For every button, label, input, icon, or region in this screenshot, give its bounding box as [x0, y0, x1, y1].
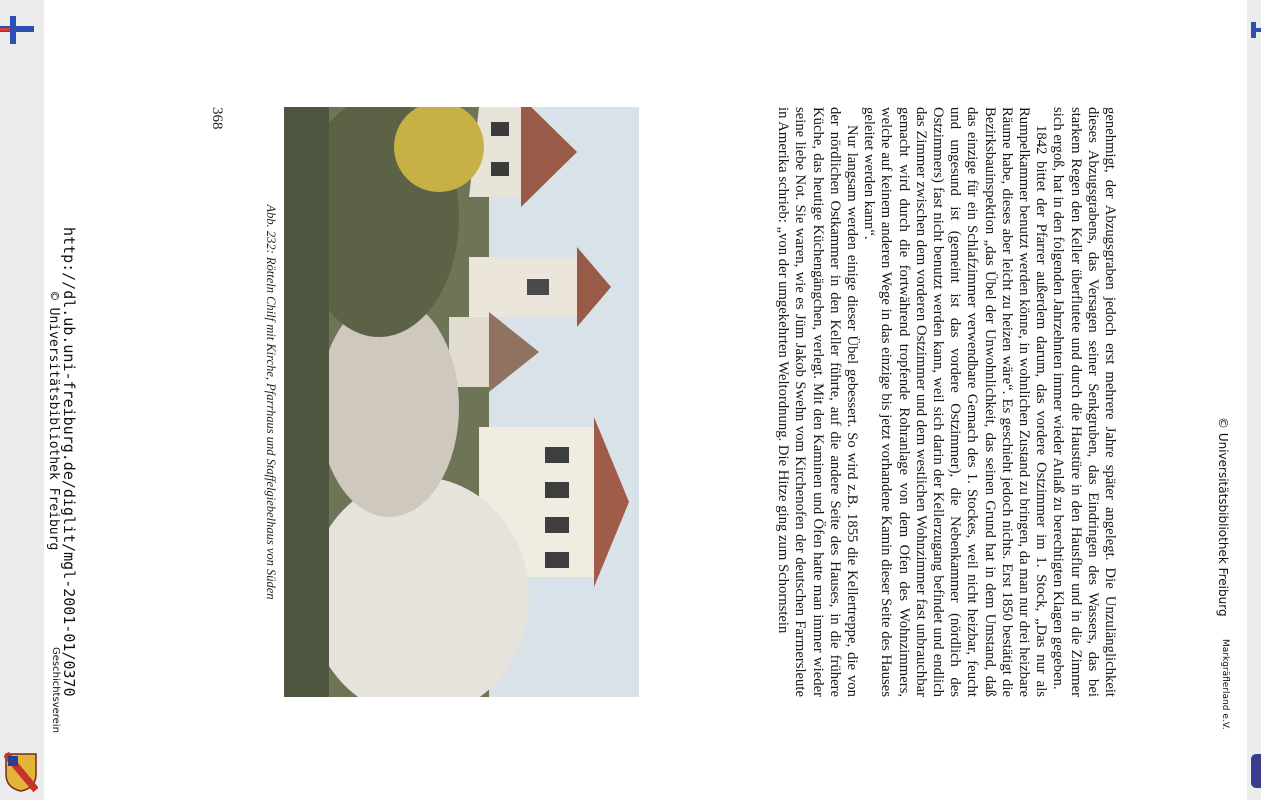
left-margin-strip — [0, 0, 44, 800]
watermark-library: © Universitätsbibliothek Freiburg — [1216, 417, 1230, 617]
photo-illustration — [284, 107, 639, 697]
scanned-page — [46, 7, 1230, 792]
right-margin-strip — [1247, 0, 1261, 800]
paragraph-1: genehmigt, der Abzugsgraben jedoch erst mehrere Jahre später angelegt. Die Unzulänglichkeit dieses Abzugsgrabens, das Versagen seiner Senkgruben, das Eindringen des Wassers, das bei starkem Regen den Keller überflutete und durch die Haustüre in den Hausflur und in die Zimmer sich ergoß, hat in den folgenden Jahrzehnten immer wieder Anlaß zu berechtigten Klagen gegeben. — [1050, 107, 1118, 697]
permalink[interactable]: http://dl.ub.uni-freiburg.de/diglit/mgl-2001-01/0370 — [60, 227, 78, 697]
coat-of-arms-icon — [4, 752, 38, 792]
watermark-verein: Markgräflerland e.V. — [1220, 639, 1230, 730]
photo-village-church — [284, 107, 639, 697]
paragraph-2: 1842 bittet der Pfarrer außerdem darum, das vordere Ostzimmer im 1. Stock, „Das nur als Rumpelkammer benutzt werden könne, in wohnlichen Zustand zu bringen, da man nur drei heizbare Räume habe, dieses aber leicht zu heizen wäre“. Es geschieht jedoch nichts. Erst 1850 bestätigt die Bezirksbauinspektion „das Übel der Unwohnlichkeit, das seinen Grund hat in dem Umstand, daß das einzige für ein Schlafzimmer verwendbare Gemach des 1. Stockes, weil nicht heizbar, feucht und ungesund ist (gemeint ist das vordere Ostzimmer), die Nebenkammer (nördlich des Ostzimmers) fast nicht benutzt werden kann, weil sich darin der Kellerzugang befindet und endlich das Zimmer zwischen dem vorderen Ostzimmer und dem westlichen Wohnzimmer fast unbrauchbar gemacht wird durch die fortwährend tropfende Rohranlage von dem Ofen des Wohnzimmers, welche auf keinem anderen Wege in das einzige bis jetzt vorhandene Kamin dieser Seite des Hauses geleitet werden kann“. — [861, 107, 1050, 697]
coat-of-arms-icon — [1251, 754, 1261, 788]
verein-label: Geschichtsverein — [50, 647, 61, 733]
viewer-toolbar-icon[interactable] — [1249, 18, 1261, 42]
viewer-toolbar-icon[interactable] — [0, 14, 34, 48]
body-text — [774, 107, 1118, 697]
top-watermark — [1216, 7, 1230, 792]
copyright-notice: © Universitätsbibliothek Freiburg — [46, 292, 61, 551]
figure-caption: Abb. 232: Rötteln Chilf mit Kirche, Pfarrhaus und Staffelgiebelhaus von Süden — [264, 204, 278, 600]
page-number: 368 — [209, 107, 225, 130]
paragraph-3: Nur langsam werden einige dieser Übel gebessert. So wird z.B. 1855 die Kellertreppe, die von der nördlichen Ostkammer in den Keller führte, auf die andere Seite des Hauses, in die frühere Küche, das heutige Küchengängchen, verlegt. Mit den Kaminen und Öfen hatte man immer wieder seine liebe Not. Sie waren, wie es Jüm Jakob Swehn vom Kirchenofen der deutschen Farmersleute in Amerika schrieb: „von der umgekehrten Weltordnung. Die Hitze ging zum Schornstein — [775, 107, 860, 697]
